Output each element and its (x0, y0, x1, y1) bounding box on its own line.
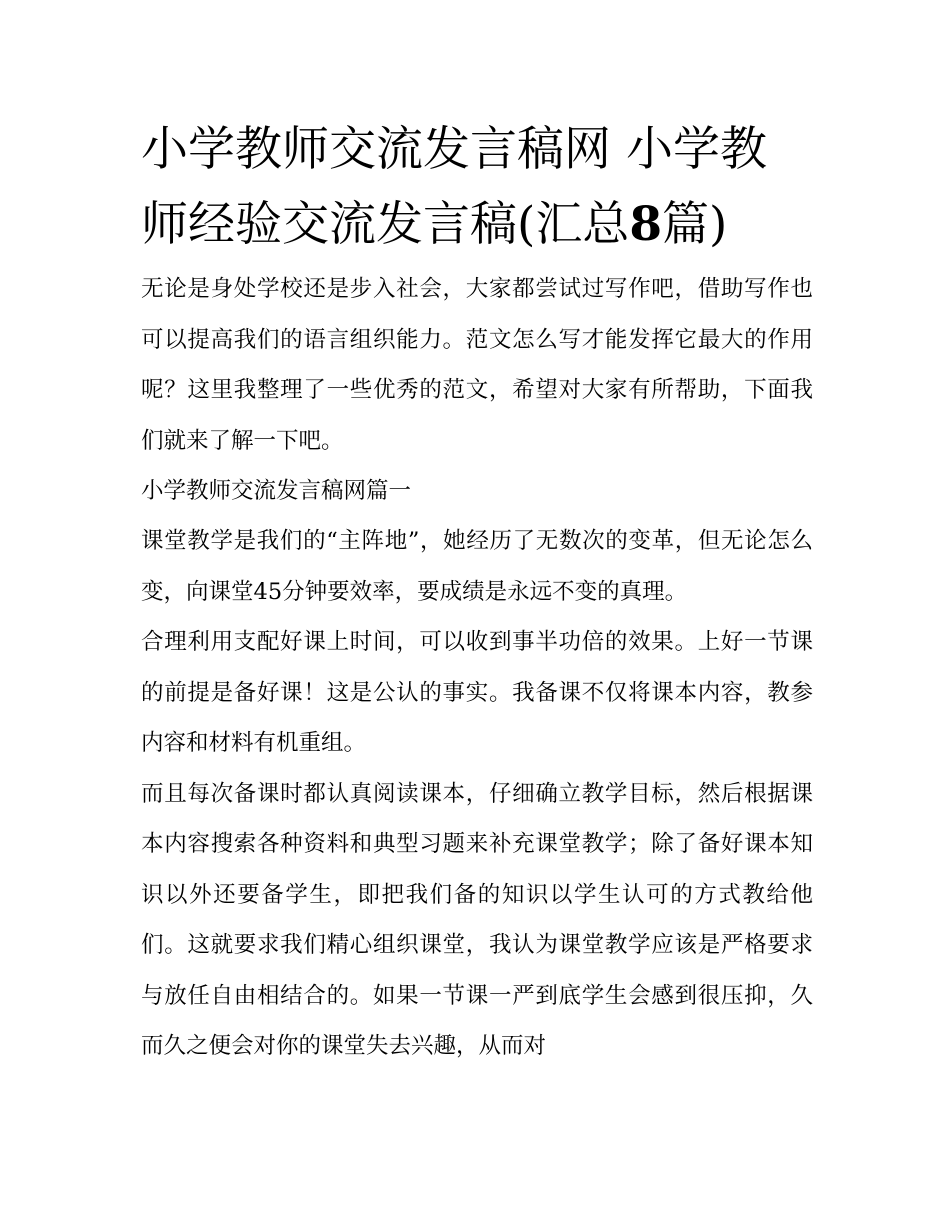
title-text: 小学教师交流发言稿网 小学教师经验交流发言稿(汇总 (141, 122, 767, 252)
body-paragraph: 而且每次备课时都认真阅读课本，仔细确立教学目标，然后根据课本内容搜索各种资料和典型习题来补充课堂教学；除了备好课本知识以外还要备学生，即把我们备的知识以学生认可的方式教给他们。这就要求我们精心组织课堂，我认为课堂教学应该是严格要求与放任自由相结合的。如果一节课一严到底学生会感到很压抑，久而久之便会对你的课堂失去兴趣，从而对 (141, 780, 813, 1059)
body-paragraph: 课堂教学是我们的“主阵地”，她经历了无数次的变革，但无论怎么变，向课堂45分钟要效率，要成绩是永远不变的真理。 (141, 528, 813, 605)
title-number: 8 (629, 197, 663, 252)
title-suffix: 篇) (662, 197, 728, 252)
body-paragraph: 合理利用支配好课上时间，可以收到事半功倍的效果。上好一节课的前提是备好课！这是公认的事实。我备课不仅将课本内容，教参内容和材料有机重组。 (141, 629, 813, 756)
intro-paragraph: 无论是身处学校还是步入社会，大家都尝试过写作吧，借助写作也可以提高我们的语言组织能力。范文怎么写才能发挥它最大的作用呢？这里我整理了一些优秀的范文，希望对大家有所帮助，下面我们就来了解一下吧。 (141, 276, 813, 454)
section-heading: 小学教师交流发言稿网篇一 (141, 478, 412, 504)
document-title (141, 112, 813, 262)
document-page (141, 112, 813, 1072)
